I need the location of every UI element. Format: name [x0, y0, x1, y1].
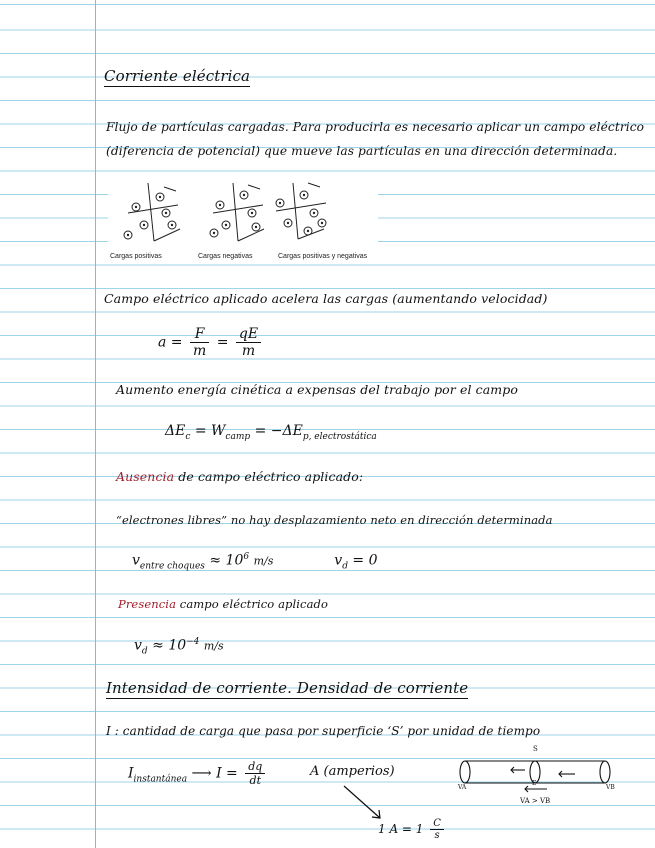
vd-sub: d — [342, 561, 348, 572]
vd2-approx: ≈ 10 — [152, 637, 187, 654]
ausencia-line — [116, 469, 363, 484]
energia-line: Aumento energía cinética a expensas del trabajo por el campo — [116, 382, 518, 397]
heading-intensidad: Intensidad de corriente. Densidad de corriente — [106, 679, 469, 697]
coulomb-over-s — [430, 818, 444, 841]
accel-lhs: a = — [158, 334, 183, 351]
vd-symbol: v — [334, 552, 343, 569]
energy-mid: = W — [194, 423, 226, 439]
electrones-line: “electrones libres” no hay desplazamiento neto en dirección determinada — [116, 513, 553, 527]
v-symbol: v — [132, 552, 140, 569]
qe-num: qE — [236, 326, 261, 343]
current-I: I — [128, 765, 134, 782]
mass-den-2: m — [241, 343, 256, 359]
v-sub: entre choques — [139, 561, 205, 572]
vd2-symbol: v — [134, 637, 142, 654]
wire-VA-label: VA — [458, 784, 467, 791]
vd2-sub: d — [141, 646, 148, 657]
qe-over-m — [236, 326, 261, 359]
velocity-equation-1 — [132, 552, 378, 571]
dq-dt — [245, 760, 265, 787]
intro-line-1: Flujo de partículas cargadas. Para producirla es necesario aplicar un campo eléctrico — [106, 120, 645, 134]
wire-VB-label: VB — [606, 784, 615, 791]
energy-left: ΔE — [165, 423, 186, 439]
dt-den: dt — [249, 774, 262, 787]
ampere-definition — [378, 818, 447, 841]
ausencia-rest: de campo eléctrico aplicado: — [178, 469, 364, 484]
coulomb-num: C — [430, 818, 444, 830]
caption-both: Cargas positivas y negativas — [278, 253, 368, 260]
current-rhs: I = — [216, 765, 238, 782]
intro-line-2: (diferencia de potencial) que mueve las partículas en una dirección determinada. — [106, 144, 618, 158]
force-num: F — [190, 326, 209, 343]
presencia-rest: campo eléctrico aplicado — [179, 597, 329, 611]
accel-equation — [158, 326, 264, 359]
ausencia-word: Ausencia — [116, 469, 175, 484]
energy-right: = −ΔE — [254, 423, 303, 439]
f-over-m — [190, 326, 209, 359]
notebook-margin-line — [95, 0, 96, 848]
wire-E-label: E — [532, 780, 537, 787]
campo-line: Campo eléctrico aplicado acelera las cargas (aumentando velocidad) — [104, 291, 548, 306]
energy-right-sub: p, electrostática — [302, 431, 377, 442]
velocity-equation-2 — [134, 637, 224, 656]
v-approx: ≈ 10 — [209, 552, 244, 569]
energy-mid-sub: camp — [225, 431, 251, 442]
ampere-unit: A (amperios) — [310, 764, 395, 779]
current-I-sub: instantánea — [133, 774, 188, 785]
caption-positive: Cargas positivas — [110, 253, 162, 260]
vd2-unit: m/s — [203, 639, 224, 653]
current-equation — [128, 760, 268, 787]
second-den: s — [434, 830, 440, 841]
current-arrow: ⟶ — [191, 765, 212, 782]
wire-condition: VA > VB — [520, 797, 551, 805]
caption-negative: Cargas negativas — [198, 253, 253, 260]
v-exp: 6 — [243, 552, 250, 562]
accel-eq: = — [216, 334, 229, 351]
ampere-lhs: 1 A = 1 — [378, 822, 424, 836]
charges-diagram — [108, 173, 378, 251]
wire-S-label: S — [533, 745, 538, 753]
vd-value: = 0 — [352, 552, 378, 569]
dq-num: dq — [245, 760, 265, 774]
charges-figure — [108, 173, 378, 263]
presencia-word: Presencia — [118, 597, 177, 611]
presencia-line — [118, 597, 328, 611]
heading-corriente: Corriente eléctrica — [104, 67, 251, 85]
energy-equation — [165, 423, 377, 442]
definition-line: I : cantidad de carga que pasa por superficie ‘S’ por unidad de tiempo — [106, 724, 541, 738]
energy-left-sub: c — [185, 431, 191, 442]
vd2-exp: −4 — [186, 637, 200, 647]
mass-den: m — [192, 343, 207, 359]
v-unit: m/s — [253, 554, 274, 568]
